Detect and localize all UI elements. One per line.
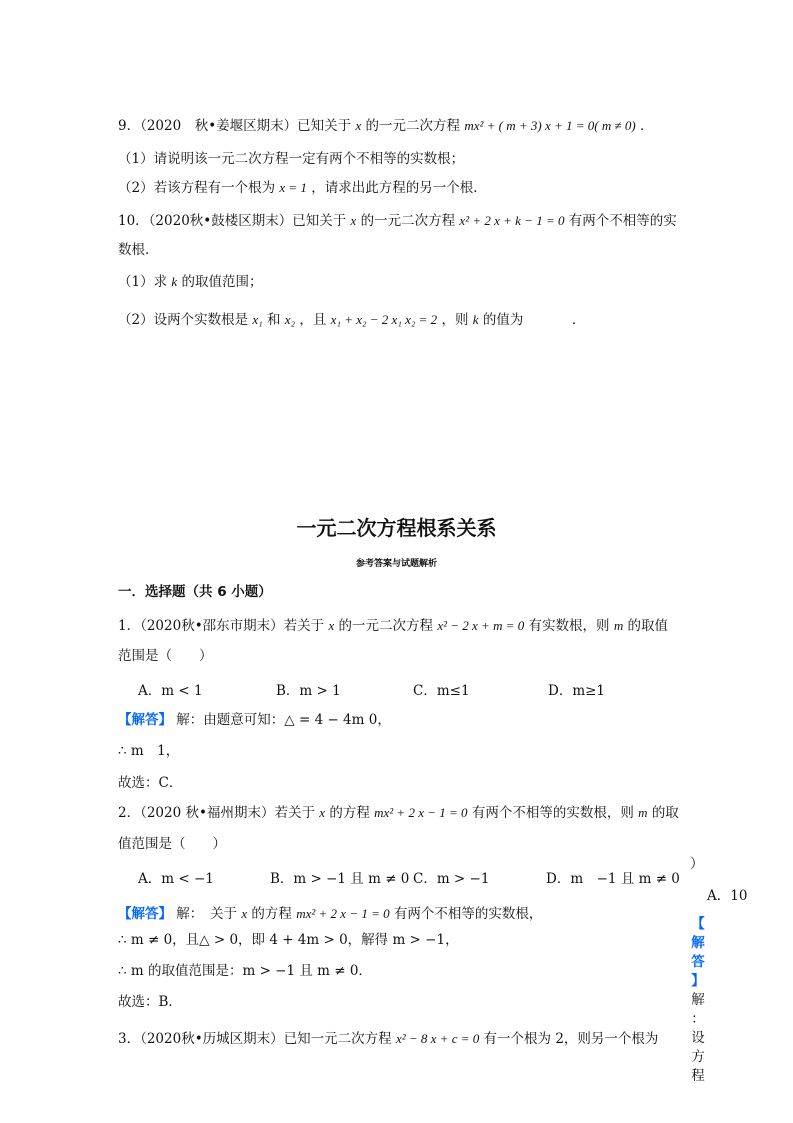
vert-char: 程 (691, 1068, 705, 1084)
a2-text3: 有两个不相等的实数根，则 (471, 805, 634, 821)
q10-prefix: 10．（2020秋•鼓楼区期末）已知关于 (118, 213, 347, 229)
a2-sol1a: 解： 关于 (176, 906, 238, 922)
q10-part1 (118, 272, 262, 292)
q10-x1: x₁ (252, 312, 263, 327)
vert-char: 方 (691, 1049, 705, 1065)
q10-part2-d: 的值为 (482, 312, 524, 328)
vert-char: 【 (691, 916, 705, 932)
a2-text2: 的方程 (329, 805, 370, 821)
a3-line1 (118, 1029, 658, 1049)
q10-part2-e: ． (571, 312, 586, 328)
q9-var: x (355, 118, 362, 133)
a1-line1 (118, 616, 668, 636)
a3-equation: x² − 8 x + c = 0 (395, 1031, 480, 1046)
a1-text2: 的一元二次方程 (338, 618, 434, 634)
a2-sol1-eq: mx² + 2 x − 1 = 0 (296, 906, 390, 921)
q9-part2-a: （2）若该方程有一个根为 (118, 180, 276, 196)
q9-part1: （1）请说明该一元二次方程一定有两个不相等的实数根； (118, 151, 465, 167)
q9-part2 (118, 178, 487, 198)
q10-text2: 的一元二次方程 (360, 213, 456, 229)
q10-and: 和 (266, 312, 281, 328)
side-vertical-text (689, 915, 707, 1086)
q10-part2-c: ，则 (441, 312, 469, 328)
q10-part2-var: k (472, 312, 479, 327)
q10-part2-a: （2）设两个实数根是 (118, 312, 249, 328)
a2-sol3: ∴ m 的取值范围是：m > −1 且 m ≠ 0． (118, 963, 372, 979)
a1-var: x (328, 618, 335, 633)
a1-jieda-tag: 【解答】 (118, 712, 172, 728)
a1-sol1a: 解：由题意可知：△ = 4 − 4m (176, 712, 365, 728)
a2-mvar: m (638, 805, 648, 820)
side-paren: ） (690, 856, 704, 872)
vert-char: 解 (691, 935, 705, 951)
q10-part2 (118, 310, 585, 330)
q9-prefix: 9．（2020 秋•姜堰区期末）已知关于 (118, 118, 352, 134)
a2-sol1-var: x (241, 906, 248, 921)
q9-part2-eq: x = 1 (279, 180, 307, 195)
q10-x2: x₂ (284, 312, 296, 327)
a1-equation: x² − 2 x + m = 0 (437, 618, 525, 633)
a2-line2: 值范围是（ ） (118, 836, 226, 852)
vert-char: 答 (691, 954, 705, 970)
a1-sol1b: 0， (368, 712, 391, 728)
a1-text3: 有实数根，则 (528, 618, 610, 634)
a2-option-c: C．m > −1 (413, 871, 490, 887)
q9-end: ． (640, 118, 654, 134)
q10-line2: 数根． (118, 242, 159, 258)
a1-prefix: 1．（2020秋•邵东市期末）若关于 (118, 618, 325, 634)
a1-text4: 的取值 (627, 618, 669, 634)
a1-mvar: m (613, 618, 624, 633)
a3-text2: 有一个根为 2，则另一个根为 (483, 1031, 659, 1047)
q10-part2-eq: x₁ + x₂ − 2 x₁ x₂ = 2 (330, 312, 438, 327)
a2-sol2: ∴ m ≠ 0，且△ > 0，即 4 + 4m > 0，解得 m > −1， (118, 932, 459, 948)
a3-prefix: 3．（2020秋•历城区期末）已知一元二次方程 (118, 1031, 392, 1047)
a2-sol1c: 有两个不相等的实数根， (393, 906, 543, 922)
a1-option-a: A．m < 1 (138, 683, 203, 699)
q10-part1-a: （1）求 (118, 274, 168, 290)
a1-option-c: C．m≤1 (413, 683, 470, 699)
a2-sol1b: 的方程 (251, 906, 292, 922)
a2-option-b: B．m > −1 且 m ≠ 0 (270, 871, 410, 887)
q10-part2-b: ，且 (299, 312, 327, 328)
q10-part1-var: k (171, 274, 178, 289)
a2-jieda-tag: 【解答】 (118, 906, 172, 922)
a1-line2: 范围是（ ） (118, 648, 213, 664)
q10-var: x (350, 213, 357, 228)
a2-text4: 的取 (651, 805, 679, 821)
a1-sol2: ∴ m 1， (118, 743, 180, 759)
vert-char: 解 (691, 992, 705, 1008)
a1-solution (118, 710, 391, 730)
q9-line1 (118, 116, 654, 136)
vert-char: 】 (691, 973, 705, 989)
a1-option-d: D．m≥1 (548, 683, 606, 699)
answer-title: 一元二次方程根系关系 (296, 516, 497, 540)
a2-option-d: D．m −1 且 m ≠ 0 (546, 871, 680, 887)
q10-line1 (118, 211, 677, 231)
q9-text2: 的一元二次方程 (365, 118, 461, 134)
vert-char: 设 (691, 1030, 705, 1046)
q10-equation: x² + 2 x + k − 1 = 0 (459, 213, 565, 228)
a2-prefix: 2．（2020 秋•福州期末）若关于 (118, 805, 315, 821)
a2-select: 故选：B． (118, 994, 182, 1010)
q10-text3: 有两个不相等的实 (568, 213, 677, 229)
side-option-a: A．10 (707, 888, 748, 904)
a1-option-b: B．m > 1 (276, 683, 341, 699)
a2-var: x (319, 805, 326, 820)
a2-solution (118, 904, 542, 924)
answer-subtitle: 参考答案与试题解析 (355, 559, 437, 569)
section-heading: 一．选择题（共 6 小题） (118, 584, 272, 600)
a2-equation: mx² + 2 x − 1 = 0 (374, 805, 468, 820)
q9-equation: mx² + ( m + 3) x + 1 = 0( m ≠ 0) (464, 118, 636, 133)
q10-part1-b: 的取值范围； (181, 274, 263, 290)
a1-select: 故选：C． (118, 775, 183, 791)
a2-option-a: A．m < −1 (138, 871, 214, 887)
a2-line1 (118, 803, 679, 823)
vert-char: ： (691, 1011, 705, 1027)
q9-part2-b: ，请求出此方程的另一个根． (311, 180, 487, 196)
